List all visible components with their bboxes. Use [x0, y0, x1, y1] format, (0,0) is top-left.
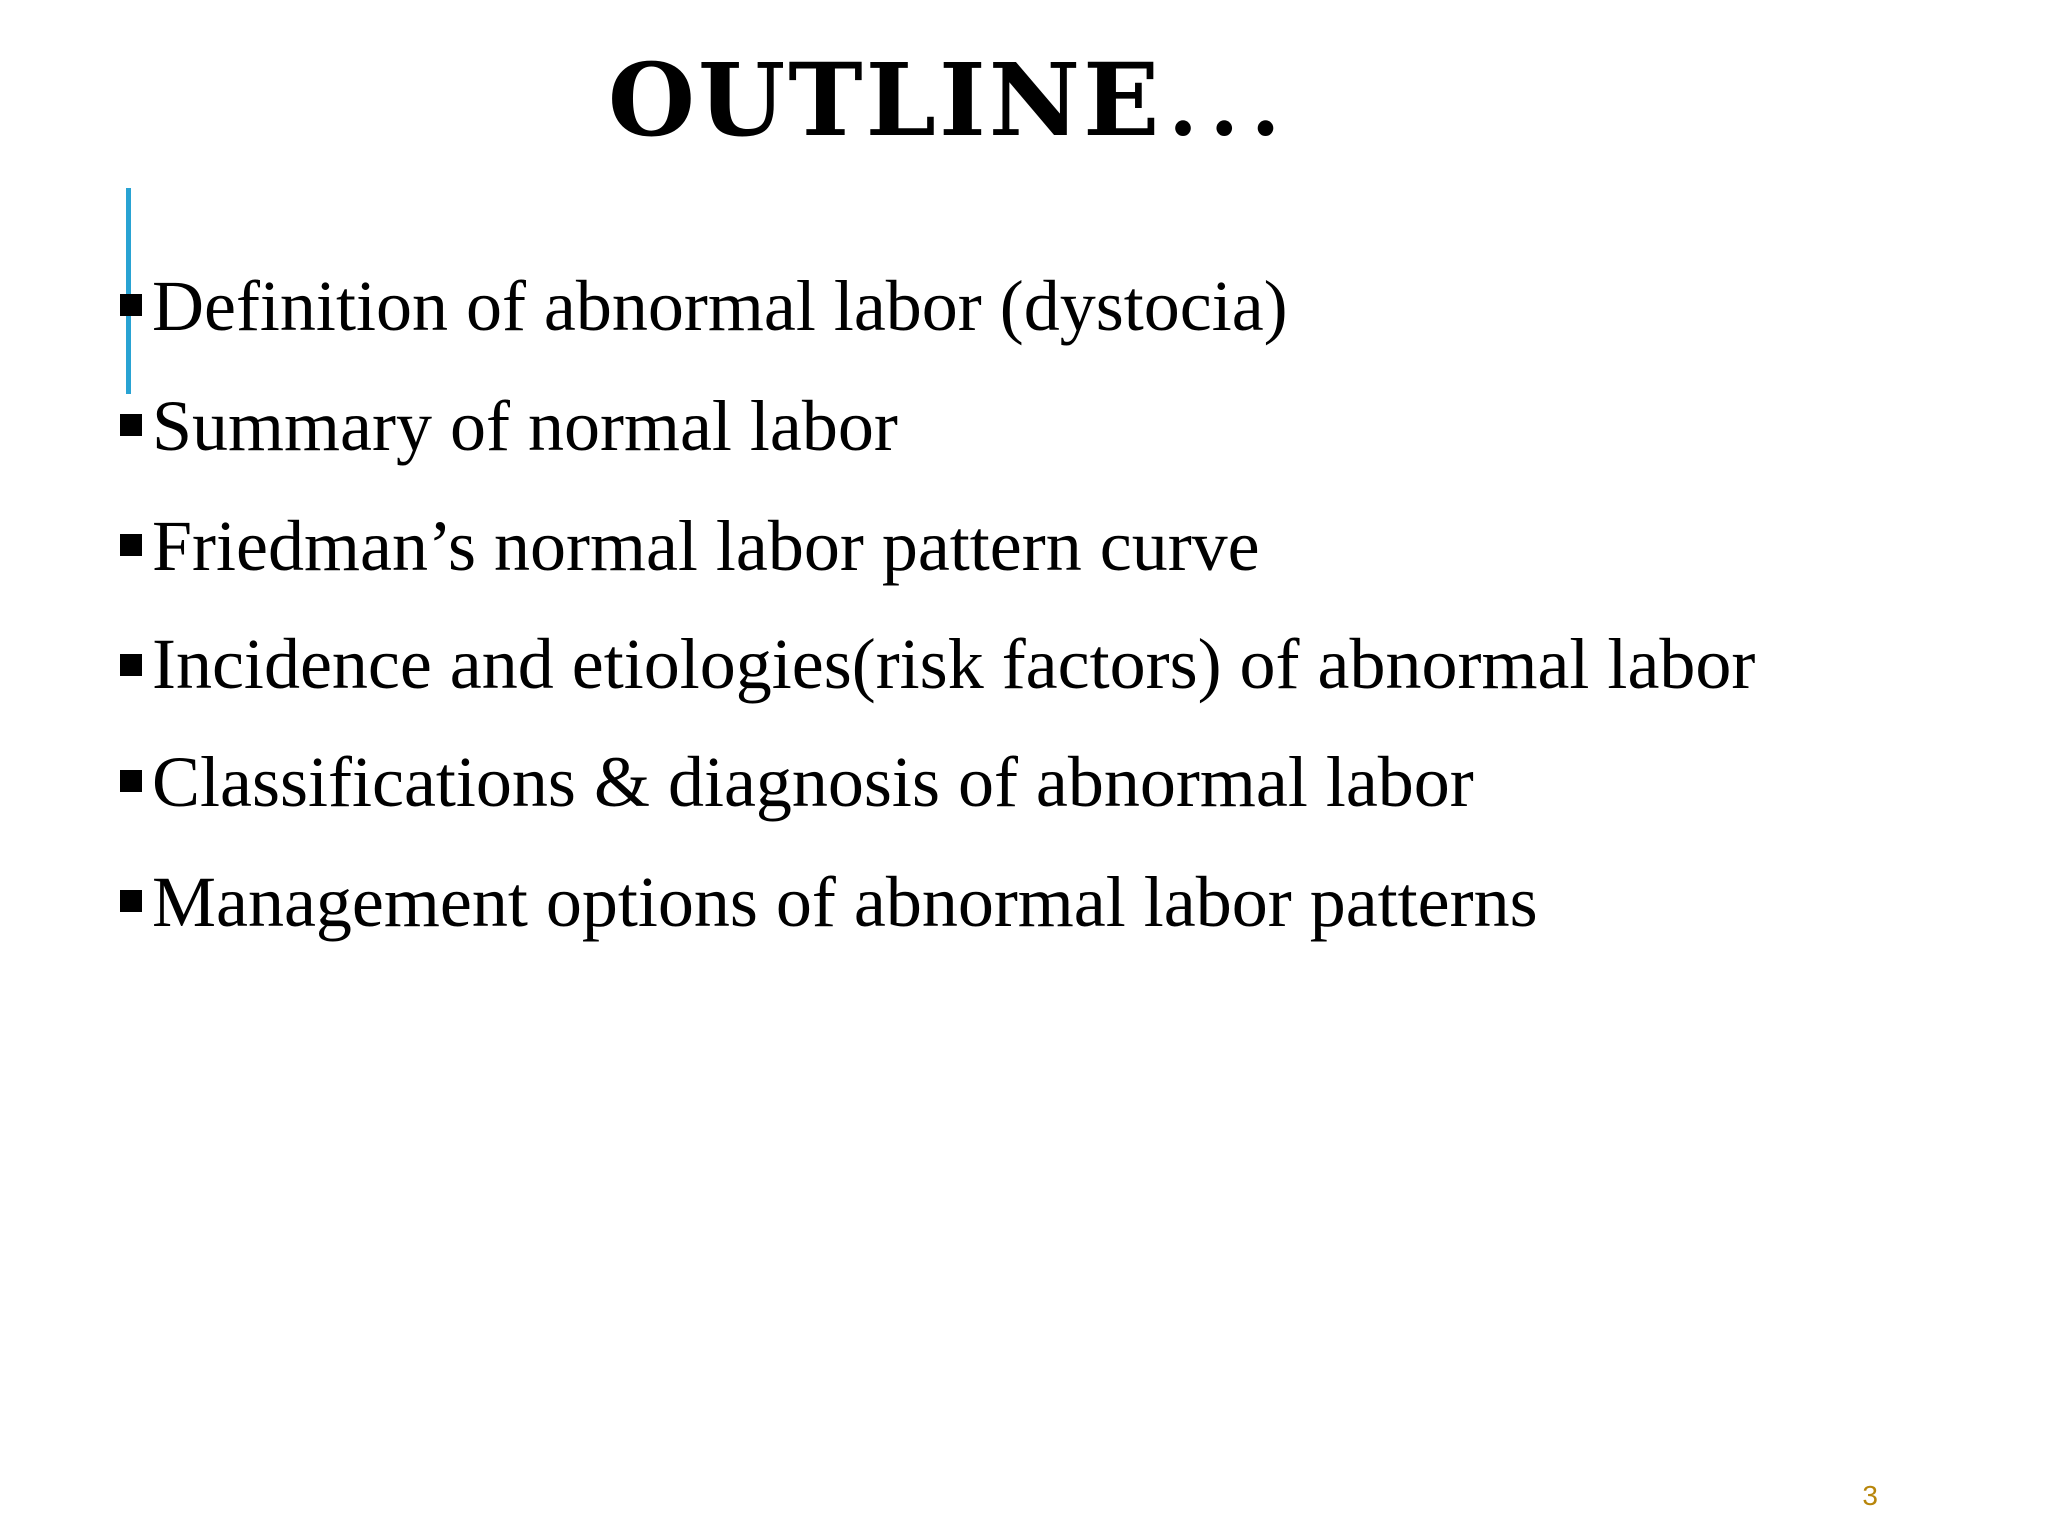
- page-number: 3: [1862, 1480, 1878, 1511]
- outline-item-text: Management options of abnormal labor patterns: [152, 862, 1538, 942]
- outline-item: [118, 620, 1918, 708]
- slide-title-text: OUTLINE: [607, 41, 1163, 159]
- square-bullet-icon: [120, 770, 142, 792]
- outline-item-text: Incidence and etiologies(risk factors) of abnormal labor: [152, 624, 1756, 704]
- outline-item-text: Definition of abnormal labor (dystocia): [152, 266, 1288, 346]
- square-bullet-icon: [120, 890, 142, 912]
- outline-item: [118, 500, 1918, 592]
- slide-title: [0, 40, 1900, 166]
- square-bullet-icon: [120, 534, 142, 556]
- square-bullet-icon: [120, 294, 142, 316]
- outline-item: [118, 260, 1918, 352]
- slide-title-ellipsis: ...: [1168, 56, 1293, 155]
- outline-item-text: Classifications & diagnosis of abnormal labor: [152, 742, 1474, 822]
- outline-item-text: Summary of normal labor: [152, 386, 898, 466]
- outline-item: [118, 856, 1918, 948]
- square-bullet-icon: [120, 654, 142, 676]
- outline-item-text: Friedman’s normal labor pattern curve: [152, 506, 1260, 586]
- outline-item: [118, 736, 1918, 828]
- square-bullet-icon: [120, 414, 142, 436]
- outline-list: [118, 260, 1918, 976]
- outline-item: [118, 380, 1918, 472]
